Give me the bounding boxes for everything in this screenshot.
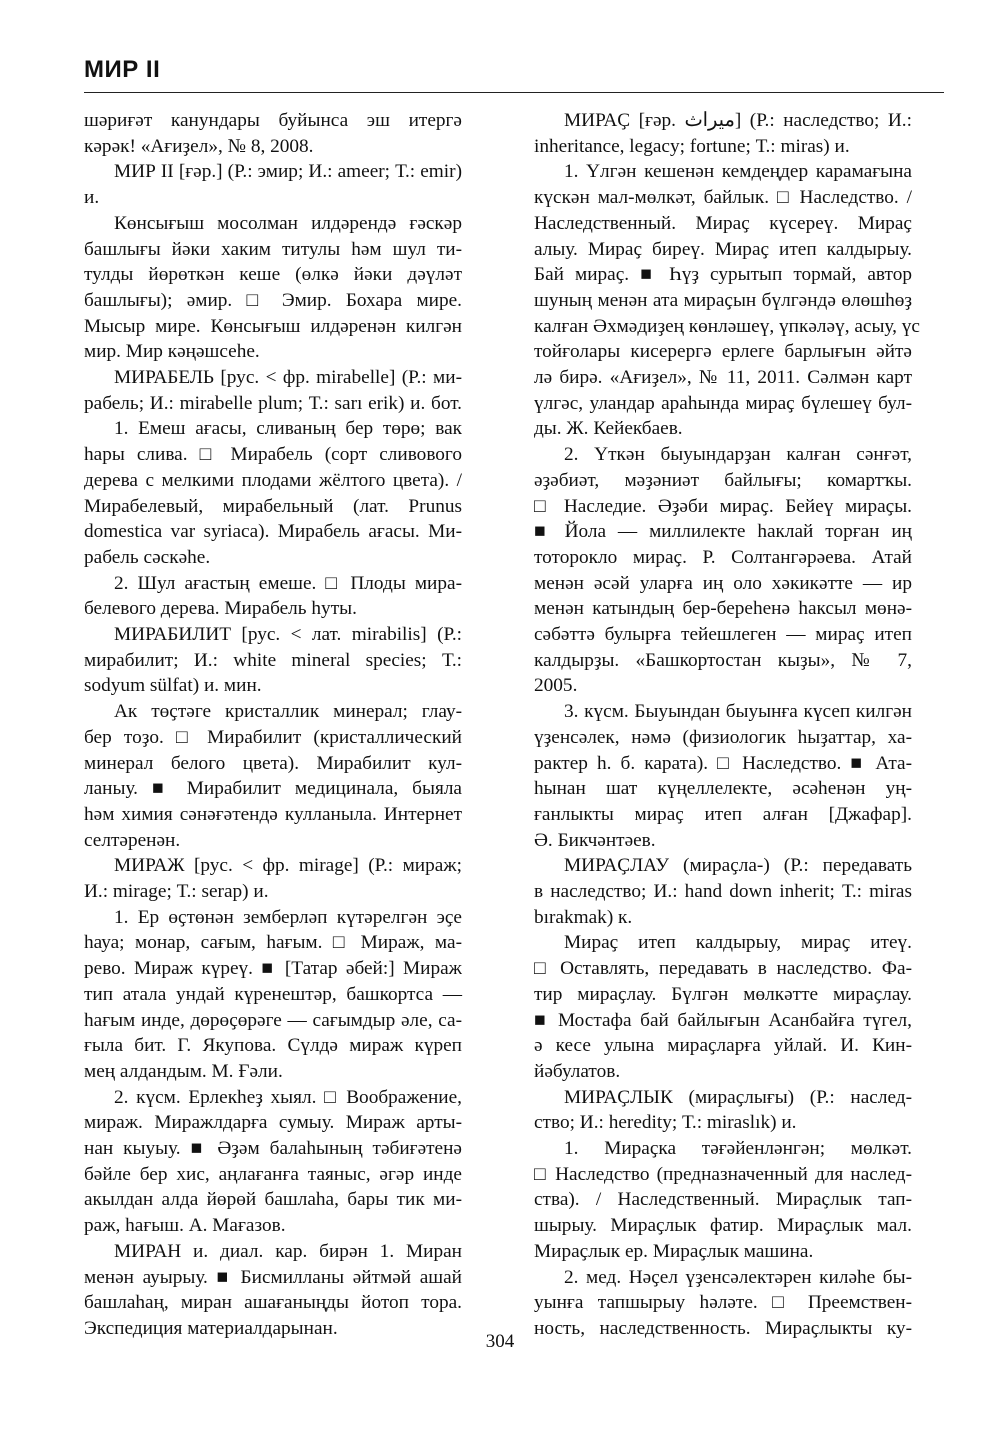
- text-line: үҙенсәлек, нәмә (физиологик һыҙаттар, ха-: [534, 726, 912, 748]
- text-line: sodyum sülfat) и. мин.: [84, 675, 262, 697]
- text-line: Көнсығыш мосолман илдәрендә ғәскәр: [114, 212, 462, 234]
- text-line: раж, һағыш. А. Мағазов.: [84, 1215, 286, 1237]
- text-line: 3. күсм. Быуындан быуынға күсеп килгән: [564, 701, 912, 723]
- text-line: □ Наследие. Әҙәби мираҫ. Бейеү мираҫы.: [534, 495, 912, 517]
- text-line: 1. Мираҫка тәғәйенләнгән; мөлкәт.: [564, 1138, 912, 1159]
- text-line: Мираҫ итеп калдырыу, мираҫ итеү.: [564, 932, 912, 954]
- text-line: калған Әхмәдиҙең көнләшеү, үпкәләү, асыу, үс: [534, 315, 920, 337]
- text-line: башлаһаң, миран ашағаныңды йотоп тора.: [84, 1292, 462, 1314]
- text-line: һағым инде, дөрөҫөрәге — сағымдыр әле, са-: [84, 1009, 462, 1031]
- text-line: □ Наследство (предназначенный для наслед-: [534, 1163, 912, 1185]
- text-line: Мысыр мире. Көнсығыш илдәренән килгән: [84, 315, 462, 337]
- text-line: МИРАБИЛИТ [рус. < лат. mirabilis] (Р.:: [114, 624, 462, 645]
- text-line: селтәренән.: [84, 829, 181, 851]
- text-line: мирабилит; И.: white mineral species; Т.:: [84, 649, 462, 671]
- text-line: 2. Үткән быуындарҙан калған сәнғәт,: [564, 444, 912, 466]
- text-line: лә бирә. «Ағиҙел», № 11, 2011. Сәлмән карт: [534, 367, 912, 388]
- text-line: рабель сәскәһе.: [84, 546, 211, 568]
- text-line: Наследственный. Мираҫ күсереү. Мираҫ: [534, 212, 912, 234]
- text-line: башлығы); әмир. □ Эмир. Бохара мире.: [84, 289, 462, 311]
- text-line: үлгәс, уландар араһында мираҫ бүлешеү бул-: [534, 392, 912, 414]
- text-line: 1. Үлгән кешенән кемдеңдер карамағына: [564, 161, 912, 183]
- text-line: алыу. Мираҫ биреү. Мираҫ итеп калдырыу.: [534, 238, 912, 260]
- text-line: bırakmak) к.: [534, 906, 633, 928]
- text-line: ■ Мостафа бай байлығын Асанбайға түгел,: [534, 1009, 912, 1031]
- text-line: шырыу. Мираҫлык фатир. Мираҫлык мал.: [534, 1215, 912, 1237]
- text-line: акылдан алда йөрөй башлаһа, бары тик ми-: [84, 1189, 462, 1211]
- text-line: тир мираҫлау. Бүлгән мөлкәтте мираҫлау.: [534, 983, 912, 1005]
- text-line: 1. Емеш ағасы, сливаның бер төрө; вак: [114, 418, 462, 440]
- text-line: Мирабелевый, мирабельный (лат. Prunus: [84, 495, 462, 517]
- text-line: рабель; И.: mirabelle plum; Т.: sarı erik) и. бот.: [84, 392, 462, 414]
- text-line: ланыу. ■ Мирабилит медицинала, быяла: [84, 778, 462, 800]
- text-line: һәм химия сәнәғәтендә кулланыла. Интернет: [84, 803, 462, 825]
- text-line: калдырҙы. «Башкортостан кыҙы», № 7,: [534, 649, 912, 671]
- text-line: Ә. Бикчәнтәев.: [534, 829, 656, 851]
- text-line: МИРАЖ [рус. < фр. mirage] (Р.: мираж;: [114, 855, 462, 877]
- text-line: кәрәк! «Ағиҙел», № 8, 2008.: [84, 135, 314, 157]
- text-line: 2. Шул ағастың емеше. □ Плоды мира-: [114, 572, 462, 594]
- text-line: рактер һ. б. карата). □ Наследство. ■ Ата-: [534, 752, 912, 774]
- text-line: шәриғәт канундары буйынса эш итергә: [84, 110, 462, 131]
- text-line: минерал белого цвета). Мирабилит кул-: [84, 752, 462, 774]
- text-line: И.: mirage; Т.: serap) и.: [84, 881, 269, 902]
- text-line: ғанлыкты мираҫ итеп алған [Джафар].: [534, 803, 912, 825]
- text-line: йәбулатов.: [534, 1060, 621, 1082]
- text-line: в наследство; И.: hand down inherit; Т.: miras: [534, 881, 912, 902]
- text-line: тип атала ундай күренештәр, башкортса —: [84, 983, 462, 1005]
- text-line: мир. Мир кәңәшсеһе.: [84, 341, 260, 363]
- text-line: менән катындың бер-береһенә һаксыл мөнә-: [534, 598, 912, 620]
- header-rule: [84, 92, 944, 93]
- text-line: тойғолары кисерергә ерлеге барлығын әйтә: [534, 341, 912, 363]
- text-line: МИРАҪЛАУ (мираҫла-) (Р.: передавать: [564, 855, 912, 877]
- text-line: МИРАН и. диал. кар. бирән 1. Миран: [114, 1240, 462, 1262]
- text-line: дерева с мелкими плодами жёлтого цвета). /: [84, 469, 462, 491]
- text-line: белевого дерева. Мирабель һуты.: [84, 598, 357, 620]
- text-line: Мираҫлык ер. Мираҫлык машина.: [534, 1240, 814, 1262]
- text-line: мең алдандым. М. Ғәли.: [84, 1060, 283, 1082]
- text-line: ность, наследственность. Мираҫлыкты ку-: [534, 1317, 912, 1339]
- text-line: и.: [84, 187, 100, 209]
- text-line: тоторокло мираҫ. Р. Солтангәрәева. Атай: [534, 546, 912, 568]
- text-line: domestica var syriaca). Мирабель ағасы. Ми-: [84, 521, 462, 543]
- text-line: ство; И.: heredity; Т.: miraslık) и.: [534, 1112, 797, 1134]
- text-line: 2. күсм. Ерлекһеҙ хыял. □ Воображение,: [114, 1086, 462, 1108]
- text-line: ства). / Наследственный. Мираҫлык тап-: [534, 1189, 912, 1211]
- text-line: бәйле бер хис, аңлағанға таяныс, әгәр инде: [84, 1163, 462, 1185]
- page-number: 304: [485, 1331, 515, 1352]
- text-line: башлығы йәки хаким титулы һәм шул ти-: [84, 238, 462, 260]
- text-line: уынға тапшырыу һәләте. □ Преемствен-: [534, 1292, 912, 1314]
- text-line: □ Оставлять, передавать в наследство. Фа-: [534, 958, 912, 980]
- text-line: 2. мед. Нәҫел үҙенсәлектәрен киләһе бы-: [564, 1266, 912, 1288]
- text-line: МИРАҪ [ғәр. ميراث] (Р.: наследство; И.:: [564, 110, 912, 131]
- text-line: шуның менән ата мираҫын бүлгәндә өлөшһөҙ: [534, 289, 912, 311]
- text-line: мираж. Миражлдарға сумыу. Мираж арты-: [84, 1112, 462, 1134]
- text-line: күскән мал-мөлкәт, байлык. □ Наследство. /: [534, 187, 912, 209]
- text-line: ды. Ж. Кейекбаев.: [534, 418, 683, 440]
- text-line: тулды йөрөткән кеше (өлкә йәки дәүләт: [84, 264, 462, 286]
- text-line: ғыла бит. Г. Якупова. Сүлдә мираж күреп: [84, 1035, 462, 1057]
- text-line: ә кесе улына мираҫларға уйлай. И. Кин-: [534, 1035, 912, 1057]
- text-line: 2005.: [534, 675, 578, 697]
- text-line: ■ Йола — миллилекте һаклай торған иң: [534, 521, 912, 543]
- text-line: менән әсәй уларға иң оло хәкикәтте — ир: [534, 572, 912, 594]
- text-line: МИР II [ғәр.] (Р.: эмир; И.: ameer; Т.: emir): [114, 161, 462, 183]
- text-line: 1. Ер өҫтөнән земберләп күтәрелгән эҫе: [114, 906, 462, 928]
- text-line: бер тоҙо. □ Мирабилит (кристаллический: [84, 726, 462, 748]
- running-head: МИР II: [84, 56, 161, 83]
- text-line: МИРАБЕЛЬ [рус. < фр. mirabelle] (Р.: ми-: [114, 367, 462, 388]
- text-line: рево. Мираж күреү. ■ [Татар әбей:] Мираж: [84, 958, 462, 980]
- text-line: һынан шат күңеллелекте, әсәһенән уң-: [534, 778, 912, 800]
- text-line: менән ауырыу. ■ Бисмилланы әйтмәй ашай: [84, 1266, 462, 1288]
- text-line: һары слива. □ Мирабель (сорт сливового: [84, 444, 462, 466]
- text-line: әҙәбиәт, мәҙәниәт байлығы; комартҡы.: [534, 469, 912, 491]
- text-line: һауа; монар, сағым, һағым. □ Мираж, ма-: [84, 932, 462, 954]
- text-line: МИРАҪЛЫК (мираҫлығы) (Р.: наслед-: [564, 1086, 912, 1108]
- text-line: inheritance, legacy; fortune; Т.: miras) и.: [534, 135, 850, 157]
- text-line: нан кыуыу. ■ Әҙәм балаһының тәбиғәтенә: [84, 1138, 462, 1159]
- text-line: Экспедиция материалдарынан.: [84, 1317, 338, 1339]
- text-line: Бай мираҫ. ■ Һүҙ сурытып тормай, автор: [534, 264, 912, 286]
- text-line: Ак төҫтәге кристаллик минерал; глау-: [114, 701, 462, 723]
- text-line: сәбәттә булырға тейешлеген — мираҫ итеп: [534, 624, 912, 645]
